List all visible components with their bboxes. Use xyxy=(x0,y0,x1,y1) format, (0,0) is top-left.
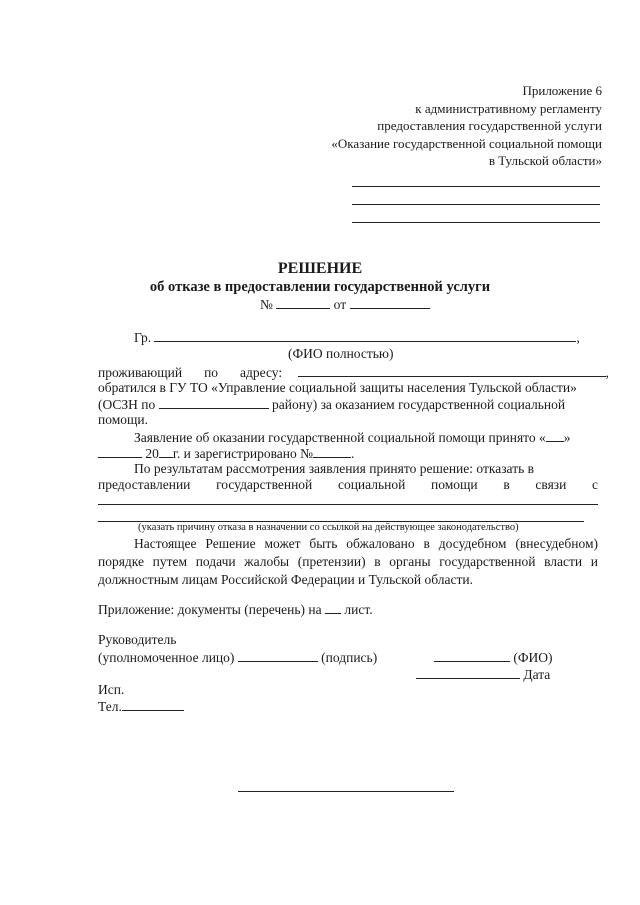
reason-line[interactable] xyxy=(98,504,598,505)
oszn-row xyxy=(98,396,565,413)
address-field[interactable] xyxy=(298,364,606,377)
authorized-row xyxy=(98,649,377,666)
document-subtitle: об отказе в предоставлении государственной услуги xyxy=(149,279,491,295)
provision-word: государственной xyxy=(216,477,313,492)
attachment-text: лист. xyxy=(344,602,373,617)
recipient-line[interactable] xyxy=(352,222,600,223)
appendix-line: «Оказание государственной социальной помощи xyxy=(331,135,602,151)
decision-date-field[interactable] xyxy=(350,296,430,309)
living-word: адресу: xyxy=(240,365,283,380)
appendix-line: предоставления государственной услуги xyxy=(377,118,602,133)
phone-field[interactable] xyxy=(122,698,184,711)
citizen-row: Гр. , xyxy=(134,330,580,345)
appeal-text: Настоящее Решение может быть обжаловано в досудебном (внесудебном) порядке путем подачи жалобы (претензии) в органы государственной власти и должностным лицам Российской Федерации и Тульской области. xyxy=(98,536,598,587)
statement-month-field[interactable] xyxy=(98,445,142,458)
signature-field[interactable] xyxy=(238,649,318,662)
appendix-header xyxy=(331,82,602,170)
attachment-row xyxy=(98,601,373,618)
oszn-label: (ОСЗН по xyxy=(98,397,156,412)
registration-row: 20 г. и зарегистрировано № . xyxy=(98,445,354,462)
registration-text: г. и зарегистрировано № xyxy=(172,446,314,461)
decision-number-field[interactable] xyxy=(276,296,330,309)
executor-label: Исп. xyxy=(98,682,125,697)
year-prefix: 20 xyxy=(145,446,159,461)
head-label: Руководитель xyxy=(98,632,177,647)
appeal-paragraph xyxy=(98,535,598,589)
fio-label: (ФИО) xyxy=(513,650,553,665)
reason-hint: (указать причину отказа в назначении со ссылкой на действующее законодательство) xyxy=(138,522,519,533)
appendix-line: Приложение 6 xyxy=(522,83,602,98)
sheet-count-field[interactable] xyxy=(325,601,341,614)
authorized-label: (уполномоченное лицо) xyxy=(98,650,235,665)
provision-word: с xyxy=(592,477,599,492)
provision-word: связи xyxy=(535,477,567,492)
attachment-text: Приложение: документы (перечень) на xyxy=(98,602,322,617)
phone-label: Тел. xyxy=(98,699,122,714)
from-label: от xyxy=(333,297,347,312)
living-word: по xyxy=(204,365,219,380)
help-text: помощи. xyxy=(98,412,149,427)
date-label: Дата xyxy=(523,667,551,682)
fio-row xyxy=(434,649,553,666)
provision-word: предоставлении xyxy=(98,477,191,492)
recipient-line[interactable] xyxy=(352,204,600,205)
date-field[interactable] xyxy=(416,666,520,679)
date-row xyxy=(416,666,550,683)
oszn-label: району) за оказанием государственной социальной xyxy=(272,397,566,412)
statement-row xyxy=(134,429,571,446)
citizen-name-field[interactable] xyxy=(154,329,576,342)
decision-number-row xyxy=(260,296,430,313)
district-field[interactable] xyxy=(159,396,269,409)
result-text: По результатам рассмотрения заявления принято решение: отказать в xyxy=(134,461,534,476)
provision-word: в xyxy=(503,477,510,492)
living-word: проживающий xyxy=(98,365,183,380)
address-row: проживающий по адресу: , xyxy=(98,365,609,380)
number-label: № xyxy=(260,297,273,312)
appendix-line: к административному регламенту xyxy=(415,100,602,116)
document-title: РЕШЕНИЕ xyxy=(277,260,363,277)
registration-number-field[interactable] xyxy=(313,445,351,458)
provision-word: помощи xyxy=(431,477,478,492)
signature-hint: (подпись) xyxy=(321,650,378,665)
provision-row xyxy=(98,477,598,493)
statement-text: Заявление об оказании государственной социальной помощи принято « xyxy=(134,430,546,445)
citizen-label: Гр. xyxy=(134,330,152,345)
provision-word: социальной xyxy=(337,477,406,492)
statement-text: » xyxy=(563,430,571,445)
phone-row xyxy=(98,698,184,715)
statement-day-field[interactable] xyxy=(546,429,564,442)
statement-year-field[interactable] xyxy=(159,445,173,458)
recipient-line[interactable] xyxy=(352,186,600,187)
head-fio-field[interactable] xyxy=(434,649,510,662)
fio-hint: (ФИО полностью) xyxy=(288,346,394,361)
footer-line xyxy=(238,791,454,792)
appendix-line: в Тульской области» xyxy=(488,153,602,168)
applied-text: обратился в ГУ ТО «Управление социальной защиты населения Тульской области» xyxy=(98,380,577,395)
